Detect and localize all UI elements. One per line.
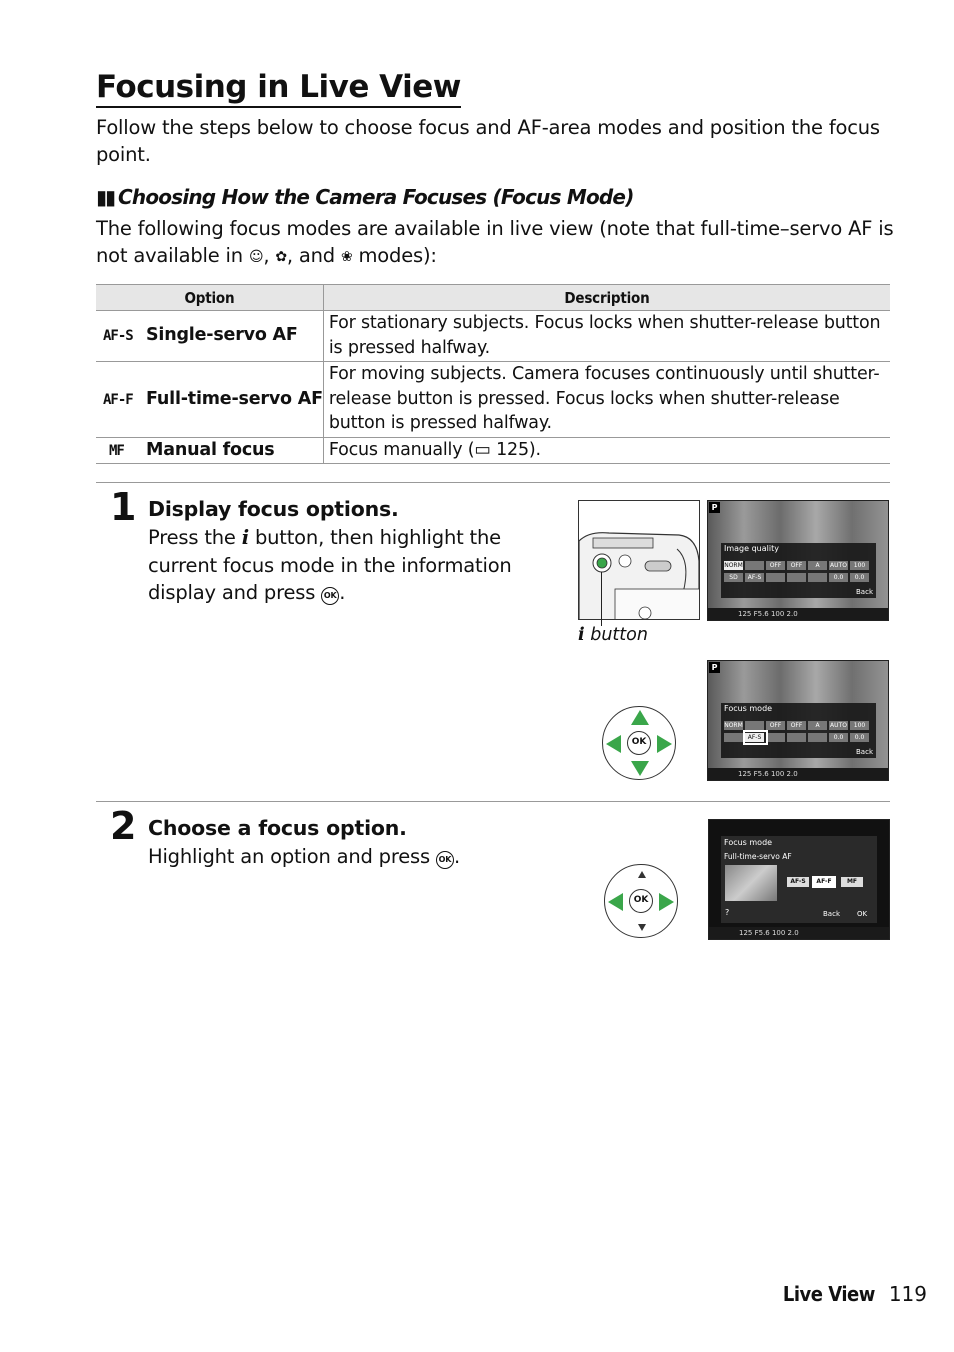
- selection-highlight: [743, 730, 768, 745]
- help-icon: ?: [725, 908, 730, 917]
- intro-text: Follow the steps below to choose focus and AF-area modes and position the focus point.: [96, 116, 880, 166]
- mode-name: Single-servo AF: [146, 325, 298, 346]
- book-icon: ▭: [474, 439, 491, 460]
- info-button-icon: i: [578, 625, 585, 645]
- panel-title: Image quality: [724, 544, 779, 553]
- info-panel: Image quality NORM OFF OFF A AUTO 100 SD AF-S 0.0 0.0 Back: [721, 543, 876, 598]
- multi-selector-icon: [602, 706, 676, 780]
- pet-portrait-mode-icon: ❀: [340, 249, 353, 265]
- page-reference: 125: [496, 439, 529, 460]
- step-number: 1: [110, 485, 137, 529]
- table-row: [96, 311, 890, 362]
- exposure-mode-badge: P: [709, 662, 720, 673]
- callout-line: [601, 572, 602, 626]
- camera-body-icon: [579, 501, 700, 620]
- section-intro: The following focus modes are available in live view (note that full-time–servo AF is not available in ☺, ✿, and ❀ modes):: [96, 215, 896, 271]
- preview-thumbnail: [725, 865, 777, 901]
- section-marker-icon: ▮▮: [96, 185, 115, 209]
- child-mode-icon: ☺: [248, 249, 264, 265]
- close-up-mode-icon: ✿: [275, 249, 287, 265]
- option-af-s: AF-S: [787, 877, 809, 887]
- panel-title: Focus mode: [724, 704, 773, 713]
- multi-selector-icon: [604, 864, 678, 938]
- ok-button-icon: OK: [321, 587, 339, 605]
- table-row: [96, 437, 890, 464]
- info-button-icon: i: [241, 526, 249, 549]
- table-header-option: Option: [96, 285, 323, 311]
- ok-button-icon: OK: [629, 889, 653, 913]
- back-label: Back: [856, 588, 873, 596]
- ok-button-icon: OK: [627, 731, 651, 755]
- info-button-caption: i button: [578, 625, 648, 645]
- status-bar: 125 F5.6 100 2.0: [709, 927, 889, 939]
- exposure-mode-badge: P: [709, 502, 720, 513]
- step-title: Choose a focus option.: [148, 816, 407, 840]
- mode-description: Focus manually (▭ 125).: [323, 437, 890, 464]
- step-text: Highlight an option and press OK .: [148, 845, 460, 868]
- lcd-image-quality-screen: [707, 500, 889, 621]
- focus-mode-table: [96, 284, 890, 464]
- camera-back-illustration: [578, 500, 700, 620]
- step-number: 2: [110, 804, 137, 848]
- table-header-description: Description: [323, 285, 890, 311]
- mode-code: MF: [109, 442, 124, 459]
- footer-section: Live View: [782, 1282, 875, 1306]
- step-divider: [96, 801, 890, 802]
- mode-description: For moving subjects. Camera focuses continuously until shutter-release button is pressed. Focus locks when shutter-release button is pressed halfway.: [323, 362, 890, 438]
- step-text: Press the i button, then highlight the current focus mode in the information display and press OK .: [148, 526, 512, 604]
- mode-description: For stationary subjects. Focus locks when shutter-release button is pressed halfway.: [323, 311, 890, 362]
- lcd-focus-mode-screen: [707, 660, 889, 781]
- mode-name: Manual focus: [146, 439, 275, 460]
- mode-name: Full-time-servo AF: [146, 388, 323, 409]
- option-af-f: AF-F: [813, 877, 835, 887]
- page-number: 119: [888, 1282, 927, 1306]
- mode-code: AF-S: [103, 328, 133, 345]
- ok-label: OK: [857, 910, 868, 918]
- step-title: Display focus options.: [148, 497, 399, 521]
- section-title: Choosing How the Camera Focuses (Focus Mode): [118, 185, 634, 209]
- lcd-focus-mode-options-screen: [708, 819, 890, 940]
- option-mf: MF: [841, 877, 863, 887]
- panel-title: Focus mode: [724, 838, 773, 847]
- step-divider: [96, 482, 890, 483]
- panel-subtitle: Full-time-servo AF: [724, 852, 792, 861]
- status-bar: 125 F5.6 100 2.0: [708, 608, 888, 620]
- ok-button-icon: OK: [436, 851, 454, 869]
- section-heading: [96, 183, 634, 211]
- table-row: [96, 362, 890, 438]
- mode-code: AF-F: [103, 391, 133, 408]
- status-bar: 125 F5.6 100 2.0: [708, 768, 888, 780]
- info-panel: Focus mode NORM OFF OFF A AUTO 100 AF-S 0.0 0.0 Back: [721, 703, 876, 758]
- page-footer: [783, 1280, 927, 1308]
- back-label: Back: [856, 748, 873, 756]
- back-label: Back: [823, 910, 840, 918]
- page-title: Focusing in Live View: [96, 68, 461, 108]
